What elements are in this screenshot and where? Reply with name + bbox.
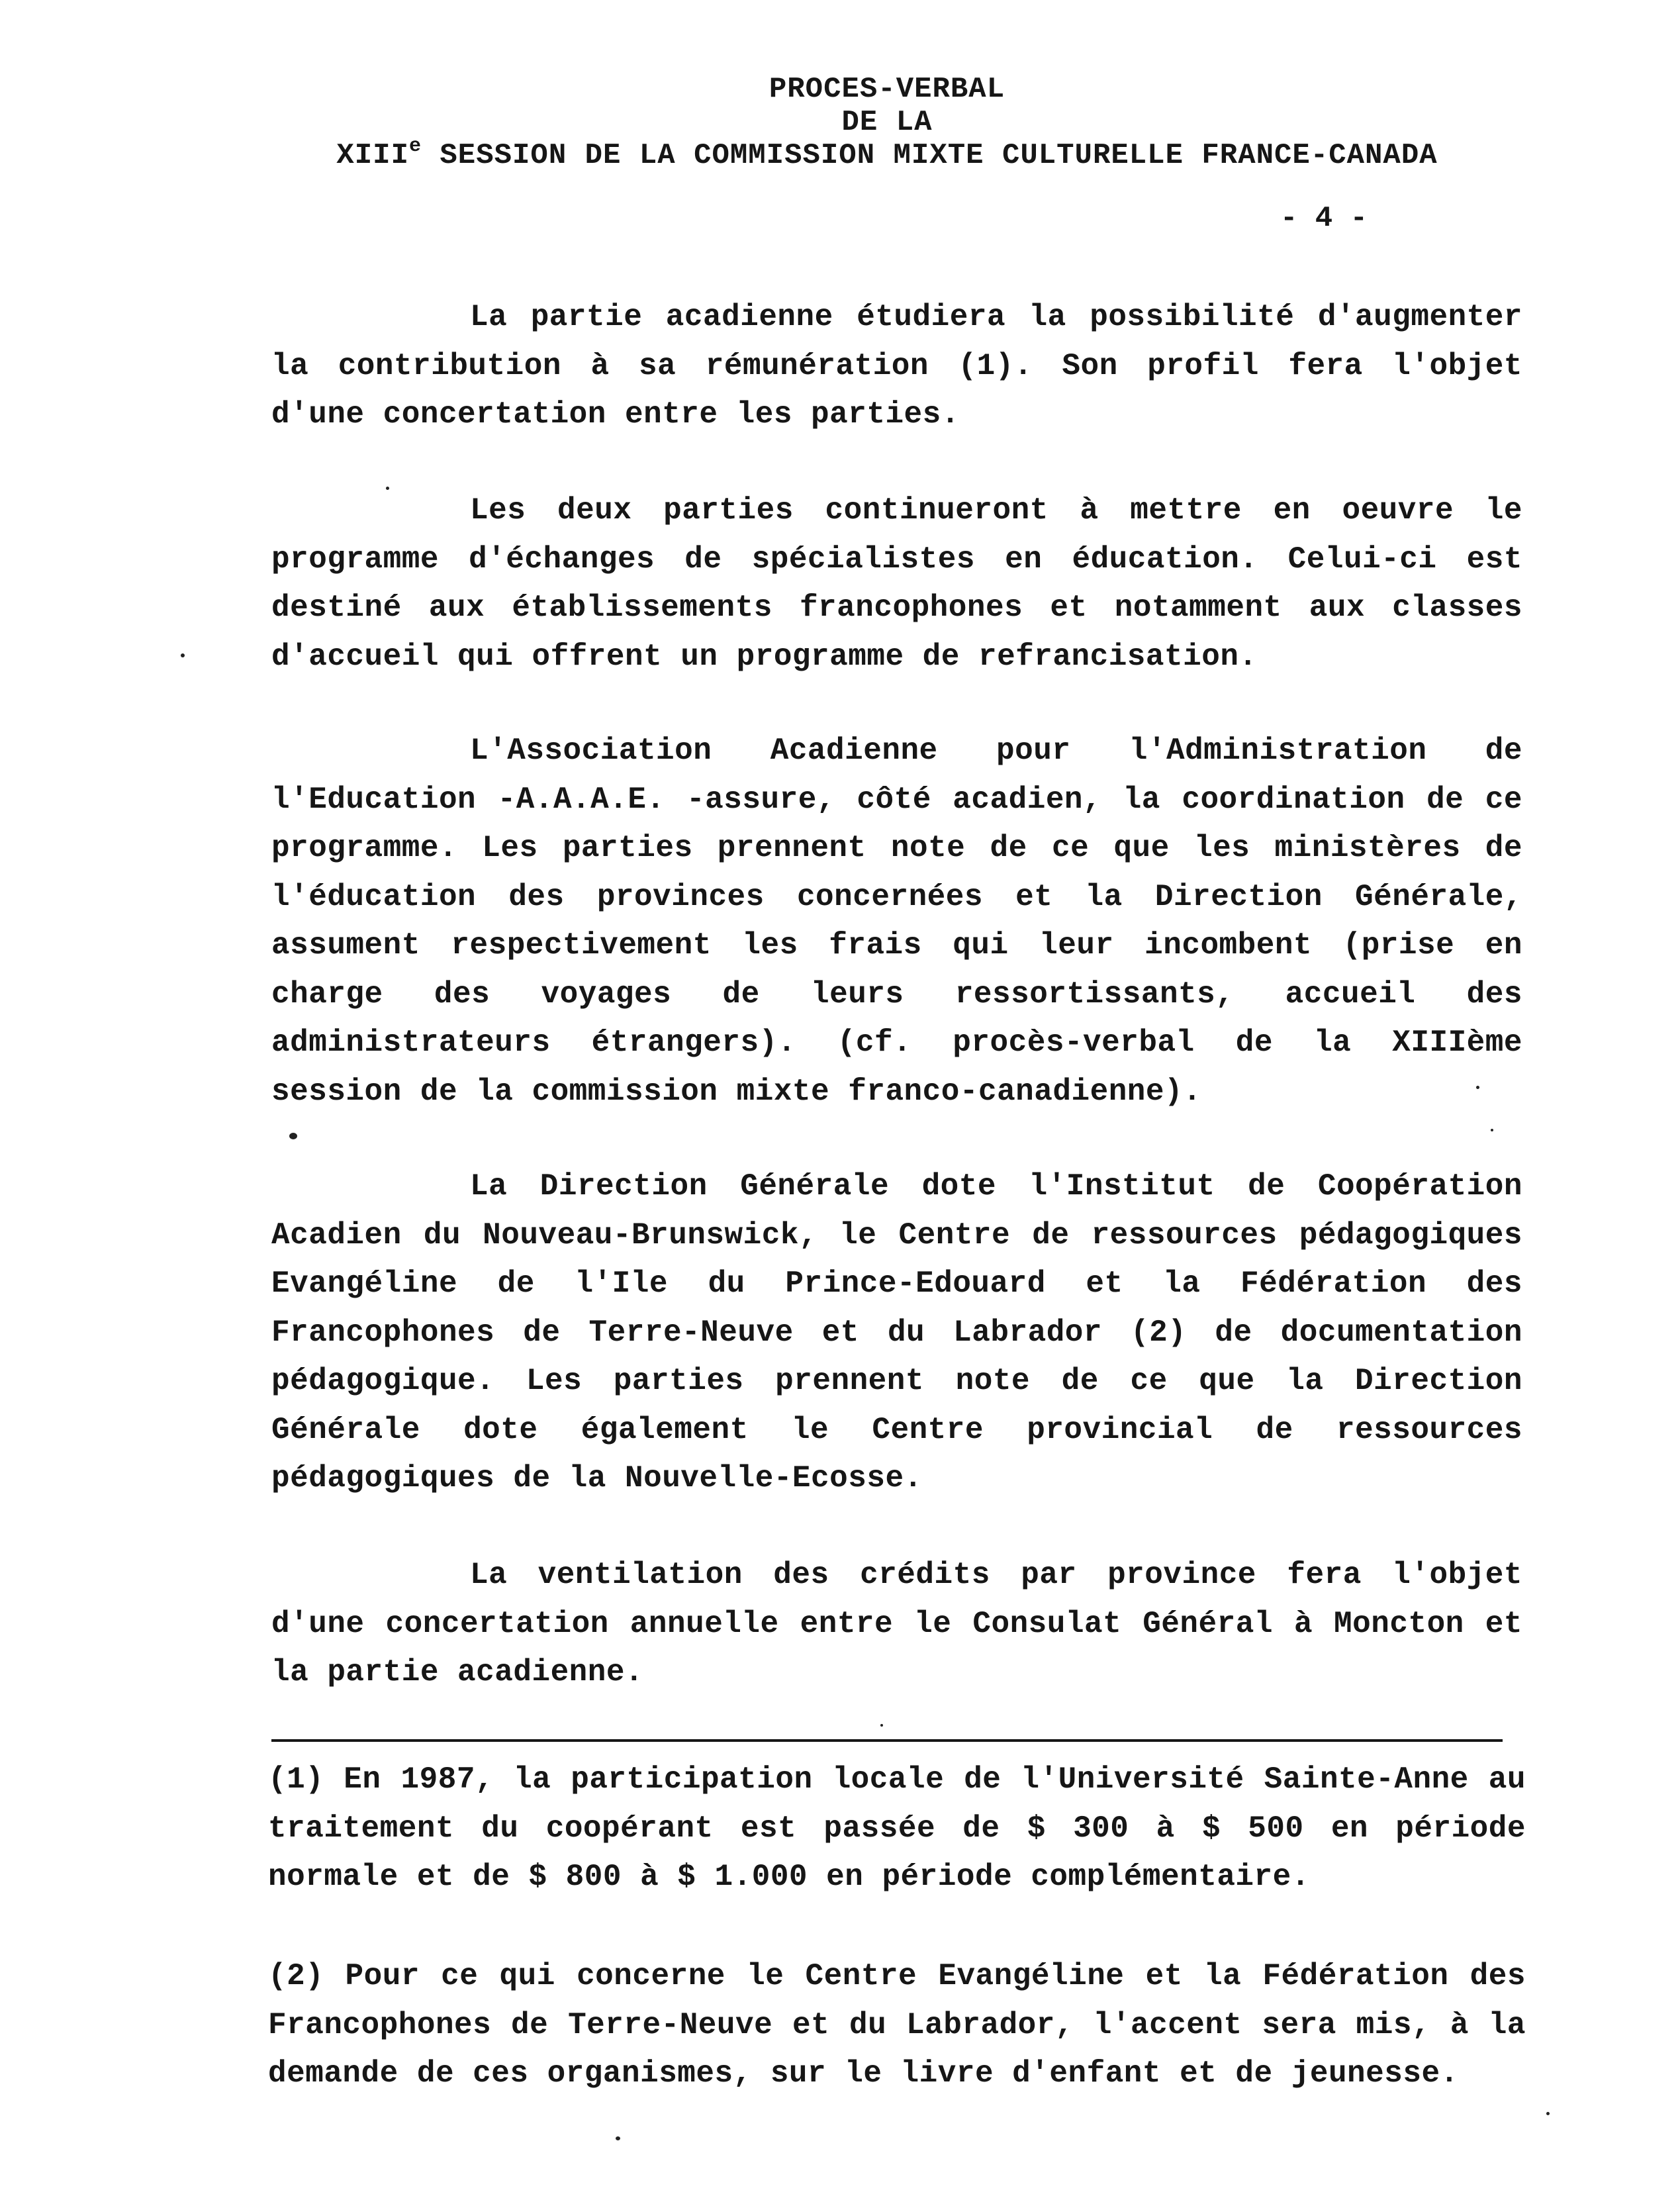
- document-header: [265, 73, 1509, 172]
- paragraph-credits: La ventilation des crédits par province fera l'objet d'une concertation annuelle entre le Consulat Général à Moncton et la partie acadienne.: [271, 1558, 1522, 1690]
- paragraph-association: L'Association Acadienne pour l'Administration de l'Education -A.A.A.E. -assure, côté acadien, la coordination de ce programme. Les parties prennent note de ce que les ministères de l'éducation des provinces concernées et la Direction Générale, assument respectivement les frais qui leur incombent (prise en charge des voyages de leurs ressortissants, accueil des administrateurs étrangers). (cf. procès-verbal de la XIIIème session de la commission mixte franco-canadienne).: [271, 734, 1522, 1109]
- scan-speck: [289, 1133, 297, 1139]
- scan-speck: [616, 2136, 620, 2140]
- footnote-2: (2) Pour ce qui concerne le Centre Evangéline et la Fédération des Francophones de Terre-Neuve et du Labrador, l'accent sera mis, à la demande de ces organismes, sur le livre d'enfant et de jeunesse.: [268, 1959, 1526, 2091]
- scan-speck: [880, 1724, 883, 1727]
- scan-speck: [1491, 1129, 1493, 1131]
- paragraph-contribution: La partie acadienne étudiera la possibilité d'augmenter la contribution à sa rémunération (1). Son profil fera l'objet d'une concertation entre les parties.: [271, 300, 1522, 432]
- paragraph-exchange-program: Les deux parties continueront à mettre en oeuvre le programme d'échanges de spécialistes en éducation. Celui-ci est destiné aux établissements francophones et notamment aux classes d'accueil qui offrent un programme de refrancisation.: [271, 493, 1522, 674]
- session-title: SESSION DE LA COMMISSION MIXTE CULTURELLE FRANCE-CANADA: [422, 139, 1438, 172]
- header-session-line: [265, 135, 1509, 172]
- page-number: - 4 -: [1280, 202, 1368, 235]
- footnote-1: (1) En 1987, la participation locale de l'Université Sainte-Anne au traitement du coopérant est passée de $ 300 à $ 500 en période normale et de $ 800 à $ 1.000 en période complémentaire.: [268, 1762, 1526, 1894]
- session-number: XIII: [336, 139, 409, 172]
- scan-speck: [1476, 1086, 1479, 1089]
- paragraph-documentation: La Direction Générale dote l'Institut de Coopération Acadien du Nouveau-Brunswick, le Centre de ressources pédagogiques Evangéline de l'Ile du Prince-Edouard et la Fédération des Francophones de Terre-Neuve et du Labrador (2) de documentation pédagogique. Les parties prennent note de ce que la Direction Générale dote également le Centre provincial de ressources pédagogiques de la Nouvelle-Ecosse.: [271, 1169, 1522, 1496]
- header-title: PROCES-VERBAL: [769, 73, 1005, 106]
- session-ordinal-suffix: e: [408, 135, 422, 158]
- scan-speck: [181, 653, 185, 657]
- scan-speck: [386, 487, 389, 490]
- header-subtitle: DE LA: [841, 106, 933, 139]
- footnote-divider: [271, 1739, 1503, 1742]
- scan-speck: [1546, 2112, 1550, 2115]
